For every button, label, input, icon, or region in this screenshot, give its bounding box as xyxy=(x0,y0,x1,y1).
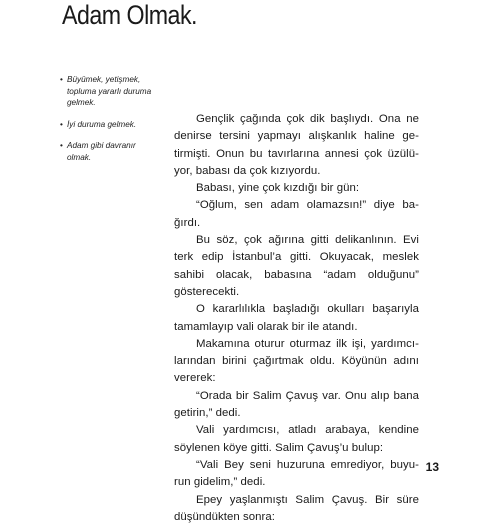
side-note-line: Adam gibi davranır xyxy=(67,141,136,150)
page-number: 13 xyxy=(425,460,439,474)
text-line: Makamına oturur oturmaz ilk işi, yardımcı- xyxy=(196,337,419,350)
text-line: Babası, yine çok kızdığı bir gün: xyxy=(196,182,360,195)
text-line: tamamlayıp vali olarak bir ile atandı. xyxy=(174,320,358,333)
text-line: sahibi olacak, babasına “adam olduğunu” xyxy=(174,268,419,281)
text-line: “Oğlum, sen adam olamazsın!” diye ba- xyxy=(196,199,419,212)
side-note-line: İyi duruma gelmek. xyxy=(67,119,137,129)
text-line: getirin,” dedi. xyxy=(174,407,241,420)
side-note-line: Büyümek, yetişmek, xyxy=(67,75,141,84)
bullet-icon: • xyxy=(60,141,63,150)
bullet-icon: • xyxy=(60,119,63,129)
text-line: Gençlik çağında çok dik başlıydı. Ona ne xyxy=(196,113,419,125)
page-title: Adam Olmak. xyxy=(62,0,197,30)
text-line: “Orada bir Salim Çavuş var. Onu alıp bana xyxy=(196,389,419,402)
side-note-line: topluma yararlı duruma xyxy=(67,86,152,96)
text-line: run gidelim,” dedi. xyxy=(174,476,266,489)
side-note-line: gelmek. xyxy=(67,98,96,107)
text-line: yor, babası da çok kızıyordu. xyxy=(174,164,321,177)
side-notes xyxy=(60,74,180,173)
story-text xyxy=(174,111,419,526)
text-line: O kararlılıkla başladığı okulları başarıyla xyxy=(196,303,419,316)
bullet-icon: • xyxy=(60,75,63,84)
text-line: terk edip İstanbul’a gitti. Okuyacak, meslek xyxy=(174,251,419,264)
text-line: Vali yardımcısı, atladı arabaya, kendine xyxy=(196,424,419,437)
text-line: vererek: xyxy=(174,372,216,385)
text-line: tirmişti. Onun bu tavırlarına annesi çok üzülü- xyxy=(174,147,419,160)
side-note-line: olmak. xyxy=(67,152,92,162)
text-line: denirse tersini yapmayı alışkanlık haline ge- xyxy=(174,130,419,143)
text-line: Bu söz, çok ağırına gitti delikanlının. Evi xyxy=(196,234,419,247)
side-note xyxy=(60,140,180,163)
text-line: larından birini çağırtmak oldu. Köyünün adını xyxy=(174,355,419,368)
text-line: söylenen köye gitti. Salim Çavuş’u bulup: xyxy=(174,441,384,454)
text-line: gösterecekti. xyxy=(174,285,240,298)
text-line: düşündükten sonra: xyxy=(174,510,275,523)
text-line: “Vali Bey seni huzuruna emrediyor, buyu- xyxy=(196,458,419,471)
text-line: ğırdı. xyxy=(174,216,201,229)
side-note xyxy=(60,119,180,131)
text-line: Epey yaşlanmıştı Salim Çavuş. Bir süre xyxy=(196,493,419,506)
side-note xyxy=(60,74,180,109)
